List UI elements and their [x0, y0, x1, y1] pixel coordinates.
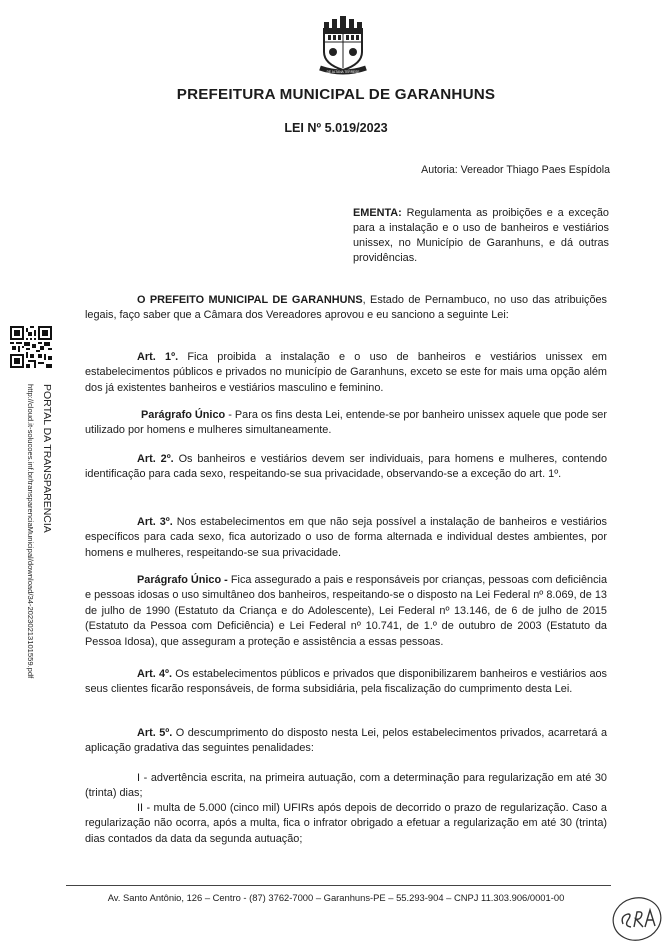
paragraph-3-label: Parágrafo Único - — [137, 574, 228, 586]
municipal-crest-logo — [318, 14, 368, 76]
article-2-label: Art. 2º. — [137, 453, 174, 465]
footer-address: Av. Santo Antônio, 126 – Centro - (87) 3762-7000 – Garanhuns-PE – 55.293-904 – CNPJ 11.303.906/0001-00 — [107, 892, 565, 903]
inciso-2: II - multa de 5.000 (cinco mil) UFIRs após depois de decorrido o prazo de regularização. Caso a regularização não ocorra, após a multa, fica o infrator obrigado a efetuar a regularização em até 30 (trinta) dias contados da data da segunda autuação; — [85, 802, 607, 845]
article-5-label: Art. 5º. — [137, 727, 173, 739]
portal-url[interactable]: http://cloud.it-solucoes.inf.br/transparenciaMunicipal/download/34-20230213101559.pdf — [26, 384, 35, 679]
article-5 — [85, 726, 607, 757]
footer-divider — [66, 885, 611, 886]
ementa-block — [353, 206, 609, 266]
intro-paragraph — [85, 293, 607, 324]
article-3-label: Art. 3º. — [137, 516, 173, 528]
article-5-text: O descumprimento do disposto nesta Lei, pelos estabelecimentos privados, acarretará a aplicação gradativa das seguintes penalidades: — [85, 727, 608, 755]
article-1-text: Fica proibida a instalação e o uso de banheiros e vestiários unissex em estabelecimentos públicos e privados no município de Garanhuns, exceto se este for mais uma opção além dos já existentes banheiros e vestiários masculino e feminino. — [85, 351, 607, 394]
law-number: LEI Nº 5.019/2023 — [284, 121, 388, 135]
ementa-label: EMENTA: — [353, 207, 402, 219]
article-2-text: Os banheiros e vestiários devem ser individuais, para homens e mulheres, contendo identificação para cada sexo, respeitando-se sua privacidade, observando-se a exceção do art. 1º. — [85, 453, 607, 481]
article-1-paragraph — [85, 408, 607, 439]
ementa-text: Regulamenta as proibições e a exceção para a instalação e o uso de banheiros e vestiários unissex, no Município de Garanhuns, e dá outras providências. — [353, 207, 609, 264]
intro-text: , Estado de Pernambuco, no uso das atribuições legais, faço saber que a Câmara dos Vereadores aprovou e eu sanciono a seguinte Lei: — [85, 294, 608, 322]
article-4-text: Os estabelecimentos públicos e privados que disponibilizarem banheiros e vestiários aos seus clientes ficarão responsáveis, de forma subsidiária, pela fiscalização do cumprimento desta Lei. — [85, 668, 608, 696]
inciso-1: I - advertência escrita, na primeira autuação, com a determinação para regularização em até 30 (trinta) dias; — [85, 772, 607, 800]
article-4-label: Art. 4º. — [137, 668, 173, 680]
authorship: Autoria: Vereador Thiago Paes Espídola — [421, 164, 610, 176]
paragraph-1-text: - Para os fins desta Lei, entende-se por banheiro unissex aquele que pode ser utilizado por homens e mulheres simultaneamente. — [85, 409, 607, 437]
svg-text:DE ALTANA TERRESE: DE ALTANA TERRESE — [326, 70, 360, 74]
portal-label: PORTAL DA TRANSPARENCIA — [41, 384, 53, 533]
portal-vertical-text — [20, 382, 60, 742]
article-3-paragraph — [85, 573, 607, 650]
qr-code-icon[interactable] — [10, 326, 52, 368]
article-1 — [85, 350, 607, 396]
article-3 — [85, 515, 607, 561]
paragraph-1-label: Parágrafo Único — [141, 409, 226, 421]
article-3-text: Nos estabelecimentos em que não seja possível a instalação de banheiros e vestiários específicos para cada sexo, fica autorizado o uso de forma alternada e individual destes ambientes, por homens e mulheres, respeitando-se sua privacidade. — [85, 516, 607, 559]
article-2 — [85, 452, 607, 483]
signature-initials — [610, 894, 664, 944]
article-1-label: Art. 1º. — [137, 351, 179, 363]
paragraph-3-text: Fica assegurado a pais e responsáveis por crianças, pessoas com deficiência e pessoas idosas o uso simultâneo dos banheiros, respeitando-se o disposto na Lei Federal nº 8.069, de 13 de julho de 1990 (Estatuto da Criança e do Adolescente), Lei Federal nº 13.146, de 6 de julho de 2015 (Estatuto da Pessoa com Deficiência) e Lei Federal nº 10.741, de 1.º de outubro de 2003 (Estatuto da Pessoa Idosa), que asseguram a proteção e assistência a essas pessoas. — [85, 574, 608, 648]
intro-bold: O PREFEITO MUNICIPAL DE GARANHUNS — [137, 294, 363, 306]
article-4 — [85, 667, 607, 698]
page-title: PREFEITURA MUNICIPAL DE GARANHUNS — [176, 86, 496, 103]
